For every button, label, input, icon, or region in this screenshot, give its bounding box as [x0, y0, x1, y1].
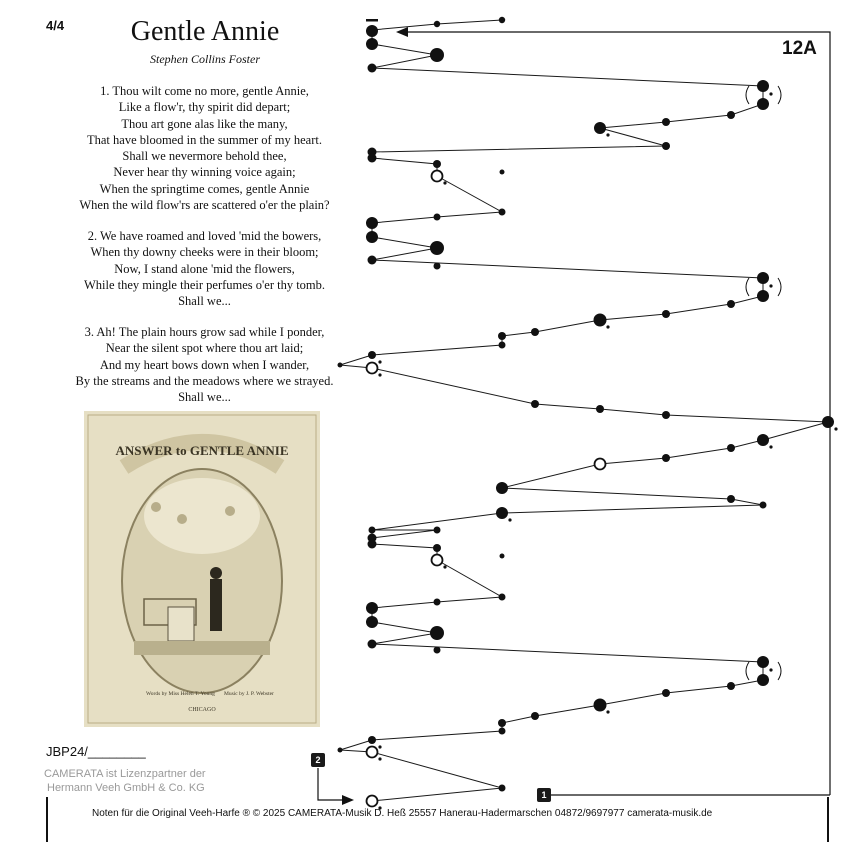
note: [368, 64, 377, 73]
note: [594, 314, 607, 327]
note: [531, 328, 539, 336]
verse-line: When thy downy cheeks were in their bloom;: [90, 245, 319, 260]
note: [727, 444, 735, 452]
note: [338, 363, 343, 368]
note: [368, 736, 376, 744]
note: [368, 540, 377, 549]
melody-line: [340, 20, 828, 801]
note: [499, 728, 506, 735]
note: [662, 310, 670, 318]
license-line: CAMERATA ist Lizenzpartner der: [44, 768, 206, 780]
verse-line: That have bloomed in the summer of my heart.: [86, 132, 322, 147]
note: [496, 507, 508, 519]
note: [434, 599, 441, 606]
note: [434, 527, 441, 534]
note: [368, 351, 376, 359]
note: [434, 263, 441, 270]
note-heads: [338, 17, 835, 807]
note: [367, 747, 378, 758]
note: [596, 405, 604, 413]
note: [368, 640, 377, 649]
note: [433, 160, 441, 168]
note: [432, 555, 443, 566]
note: [727, 111, 735, 119]
note: [430, 626, 444, 640]
verse-line: Shall we...: [178, 390, 231, 405]
note: [498, 719, 506, 727]
note: [366, 602, 378, 614]
augmentation-dots: [378, 92, 837, 809]
note: [430, 48, 444, 62]
note: [368, 256, 377, 265]
note: [757, 80, 769, 92]
verse-line: Like a flow'r, thy spirit did depart;: [118, 100, 291, 115]
note: [594, 122, 606, 134]
note: [498, 332, 506, 340]
note: [338, 748, 343, 753]
note: [500, 554, 505, 559]
note: [433, 544, 441, 552]
note: [594, 699, 607, 712]
note: [367, 796, 378, 807]
note: [499, 594, 506, 601]
note: [499, 17, 505, 23]
harp-edge-left: [46, 797, 48, 842]
note: [662, 118, 670, 126]
note: [369, 527, 376, 534]
repeat-arrow: [396, 27, 408, 37]
note: [531, 400, 539, 408]
cover-words-credit: Words by Miss Helen T. Young: [146, 691, 215, 697]
catalog-number: JBP24/________: [46, 744, 146, 759]
note: [757, 434, 769, 446]
note: [434, 21, 440, 27]
sheet-code: 12A: [782, 38, 817, 59]
note: [595, 459, 606, 470]
note: [499, 209, 506, 216]
license-note: [44, 767, 206, 795]
cover-title: ANSWER to GENTLE ANNIE: [115, 443, 289, 458]
note: [500, 170, 505, 175]
ending-one-marker: 1: [537, 788, 551, 802]
verse-line: Shall we...: [178, 294, 231, 309]
note: [368, 154, 377, 163]
cover-music-credit: Music by J. P. Webster: [224, 691, 274, 697]
note: [757, 656, 769, 668]
verse-line: While they mingle their perfumes o'er thy tomb.: [83, 277, 326, 292]
verse-line: Near the silent spot where thou art laid;: [105, 341, 304, 356]
time-signature: 4/4: [46, 18, 65, 33]
note: [499, 342, 506, 349]
note: [662, 411, 670, 419]
note: [366, 231, 378, 243]
note: [366, 217, 378, 229]
ending-two-arrow: [342, 795, 354, 805]
harp-edge-right: [827, 797, 829, 842]
verse-line: Thou art gone alas like the many,: [121, 116, 288, 131]
note: [366, 25, 378, 37]
verse-line: Now, I stand alone 'mid the flowers,: [114, 261, 295, 276]
cover-publisher: CHICAGO: [188, 707, 216, 713]
note: [662, 689, 670, 697]
note: [366, 616, 378, 628]
ending-two-marker: 2: [311, 753, 325, 767]
song-title: Gentle Annie: [130, 16, 280, 47]
note: [757, 272, 769, 284]
note: [727, 300, 735, 308]
note: [496, 482, 508, 494]
note: [434, 647, 441, 654]
note: [367, 363, 378, 374]
verse-line: By the streams and the meadows where we strayed.: [75, 373, 334, 388]
note: [662, 142, 670, 150]
note: [434, 214, 441, 221]
note: [432, 171, 443, 182]
license-line: Hermann Veeh GmbH & Co. KG: [47, 782, 205, 794]
note: [757, 674, 769, 686]
note: [727, 495, 735, 503]
verse-line: When the springtime comes, gentle Annie: [99, 181, 310, 196]
note: [366, 38, 378, 50]
chord-brackets: [746, 86, 781, 680]
verse-line: 3. Ah! The plain hours grow sad while I ponder,: [84, 325, 325, 339]
rest-mark: [366, 19, 378, 22]
note: [662, 454, 670, 462]
verse-line: Never hear thy winning voice again;: [113, 165, 296, 180]
verse-line: 2. We have roamed and loved 'mid the bowers,: [87, 229, 322, 243]
verse-line: When the wild flow'rs are scattered o'er the plain?: [79, 198, 330, 213]
note: [822, 416, 834, 428]
note: [757, 290, 769, 302]
note: [531, 712, 539, 720]
ending-two-line: [318, 768, 342, 800]
note: [760, 502, 767, 509]
note: [499, 785, 506, 792]
verse-line: Shall we nevermore behold thee,: [122, 149, 287, 164]
copyright-footer: Noten für die Original Veeh-Harfe ® © 2025 CAMERATA-Musik D. Heß 25557 Hanerau-Hadermarschen 04872/9697977 camerata-musik.de: [92, 808, 713, 819]
note: [727, 682, 735, 690]
note: [757, 98, 769, 110]
note: [430, 241, 444, 255]
verse-line: 1. Thou wilt come no more, gentle Annie,: [100, 84, 309, 98]
verse-line: And my heart bows down when I wander,: [99, 357, 310, 372]
composer: Stephen Collins Foster: [150, 52, 260, 66]
